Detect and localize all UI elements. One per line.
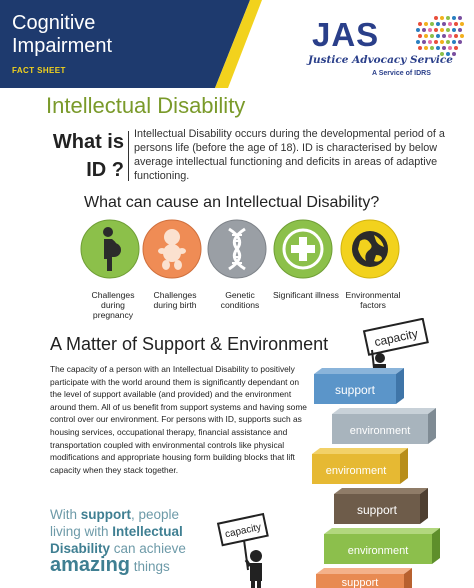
block-support xyxy=(314,368,404,404)
header xyxy=(0,0,474,88)
dotted-map-icon xyxy=(414,14,464,58)
page-title: Intellectual Disability xyxy=(46,93,246,118)
support-heading: A Matter of Support & Environment xyxy=(50,334,329,354)
quote-part: can achieve xyxy=(110,541,186,556)
block-label: support xyxy=(341,577,379,588)
baby-icon xyxy=(142,219,202,279)
quote-part: , people living with xyxy=(50,507,180,539)
pregnant-woman-icon xyxy=(80,219,140,279)
quote-emphasis: amazing xyxy=(50,554,131,576)
block-environment xyxy=(332,408,436,444)
cause-label: Challenges during pregnancy xyxy=(91,290,135,320)
banner-title-line1: Cognitive xyxy=(12,12,96,34)
divider xyxy=(128,131,129,181)
cause-birth xyxy=(142,219,208,310)
quote-emphasis: support xyxy=(80,507,132,522)
block-label: support xyxy=(334,383,376,397)
cause-environmental xyxy=(340,219,406,310)
medical-cross-icon xyxy=(273,219,333,279)
block-label: environment xyxy=(347,545,409,557)
dna-icon xyxy=(207,219,267,279)
block-support xyxy=(316,568,412,588)
cause-pregnancy xyxy=(80,219,146,320)
banner-subtitle: FACT SHEET xyxy=(12,66,66,75)
banner-title-line2: Impairment xyxy=(12,35,113,57)
block-label: support xyxy=(356,503,398,517)
what-is-text: Intellectual Disability occurs during the developmental period of a persons life (before the age of 18). ID is characterised by below average intellectual functioning and deficits in areas of adaptive functioning. xyxy=(134,128,445,182)
what-is-line2: ID ? xyxy=(86,159,124,181)
what-is-line1: What is xyxy=(52,131,124,153)
cause-label: Challenges during birth xyxy=(153,290,197,310)
block-support xyxy=(334,488,428,524)
logo-tagline: A Service of IDRS xyxy=(372,70,431,77)
block-environment xyxy=(312,448,408,484)
sign-label: capacity xyxy=(224,521,263,541)
causes-heading: What can cause an Intellectual Disability? xyxy=(84,194,380,211)
quote-part: things xyxy=(130,559,170,574)
cause-label: Genetic conditions xyxy=(220,290,260,310)
quote xyxy=(50,506,210,575)
cause-genetic xyxy=(207,219,273,310)
capacity-blocks xyxy=(300,318,474,588)
quote-part: With xyxy=(50,507,81,522)
person-holding-sign-icon xyxy=(214,512,278,588)
block-label: environment xyxy=(349,425,411,437)
jas-logo xyxy=(300,14,468,88)
cause-label: Significant illness xyxy=(273,290,339,300)
what-is-heading xyxy=(44,128,124,184)
logo-wordmark: JAS xyxy=(312,16,380,53)
globe-icon xyxy=(340,219,400,279)
block-label: environment xyxy=(325,465,387,477)
banner-title xyxy=(12,12,112,58)
sign-label: capacity xyxy=(373,326,420,350)
cause-label: Environmental factors xyxy=(345,290,401,310)
cause-illness xyxy=(273,219,339,300)
support-text: The capacity of a person with an Intellectual Disability to positively participate with the world around them is significantly dependant on the level of support available (and provided) and the environment around them. All of us benefit from support systems and having some control over our environment. For persons with ID, supports such as housing services, occupational therapy, financial assistance and transportation coupled with environmental controls like physical modifications and appropriate housing form building blocks that lift capacity when they stack together. xyxy=(50,364,307,475)
logo-name: Justice Advocacy Service xyxy=(308,54,453,66)
block-environment xyxy=(324,528,440,564)
quote-emphasis: Intellectual Disability xyxy=(50,524,183,556)
